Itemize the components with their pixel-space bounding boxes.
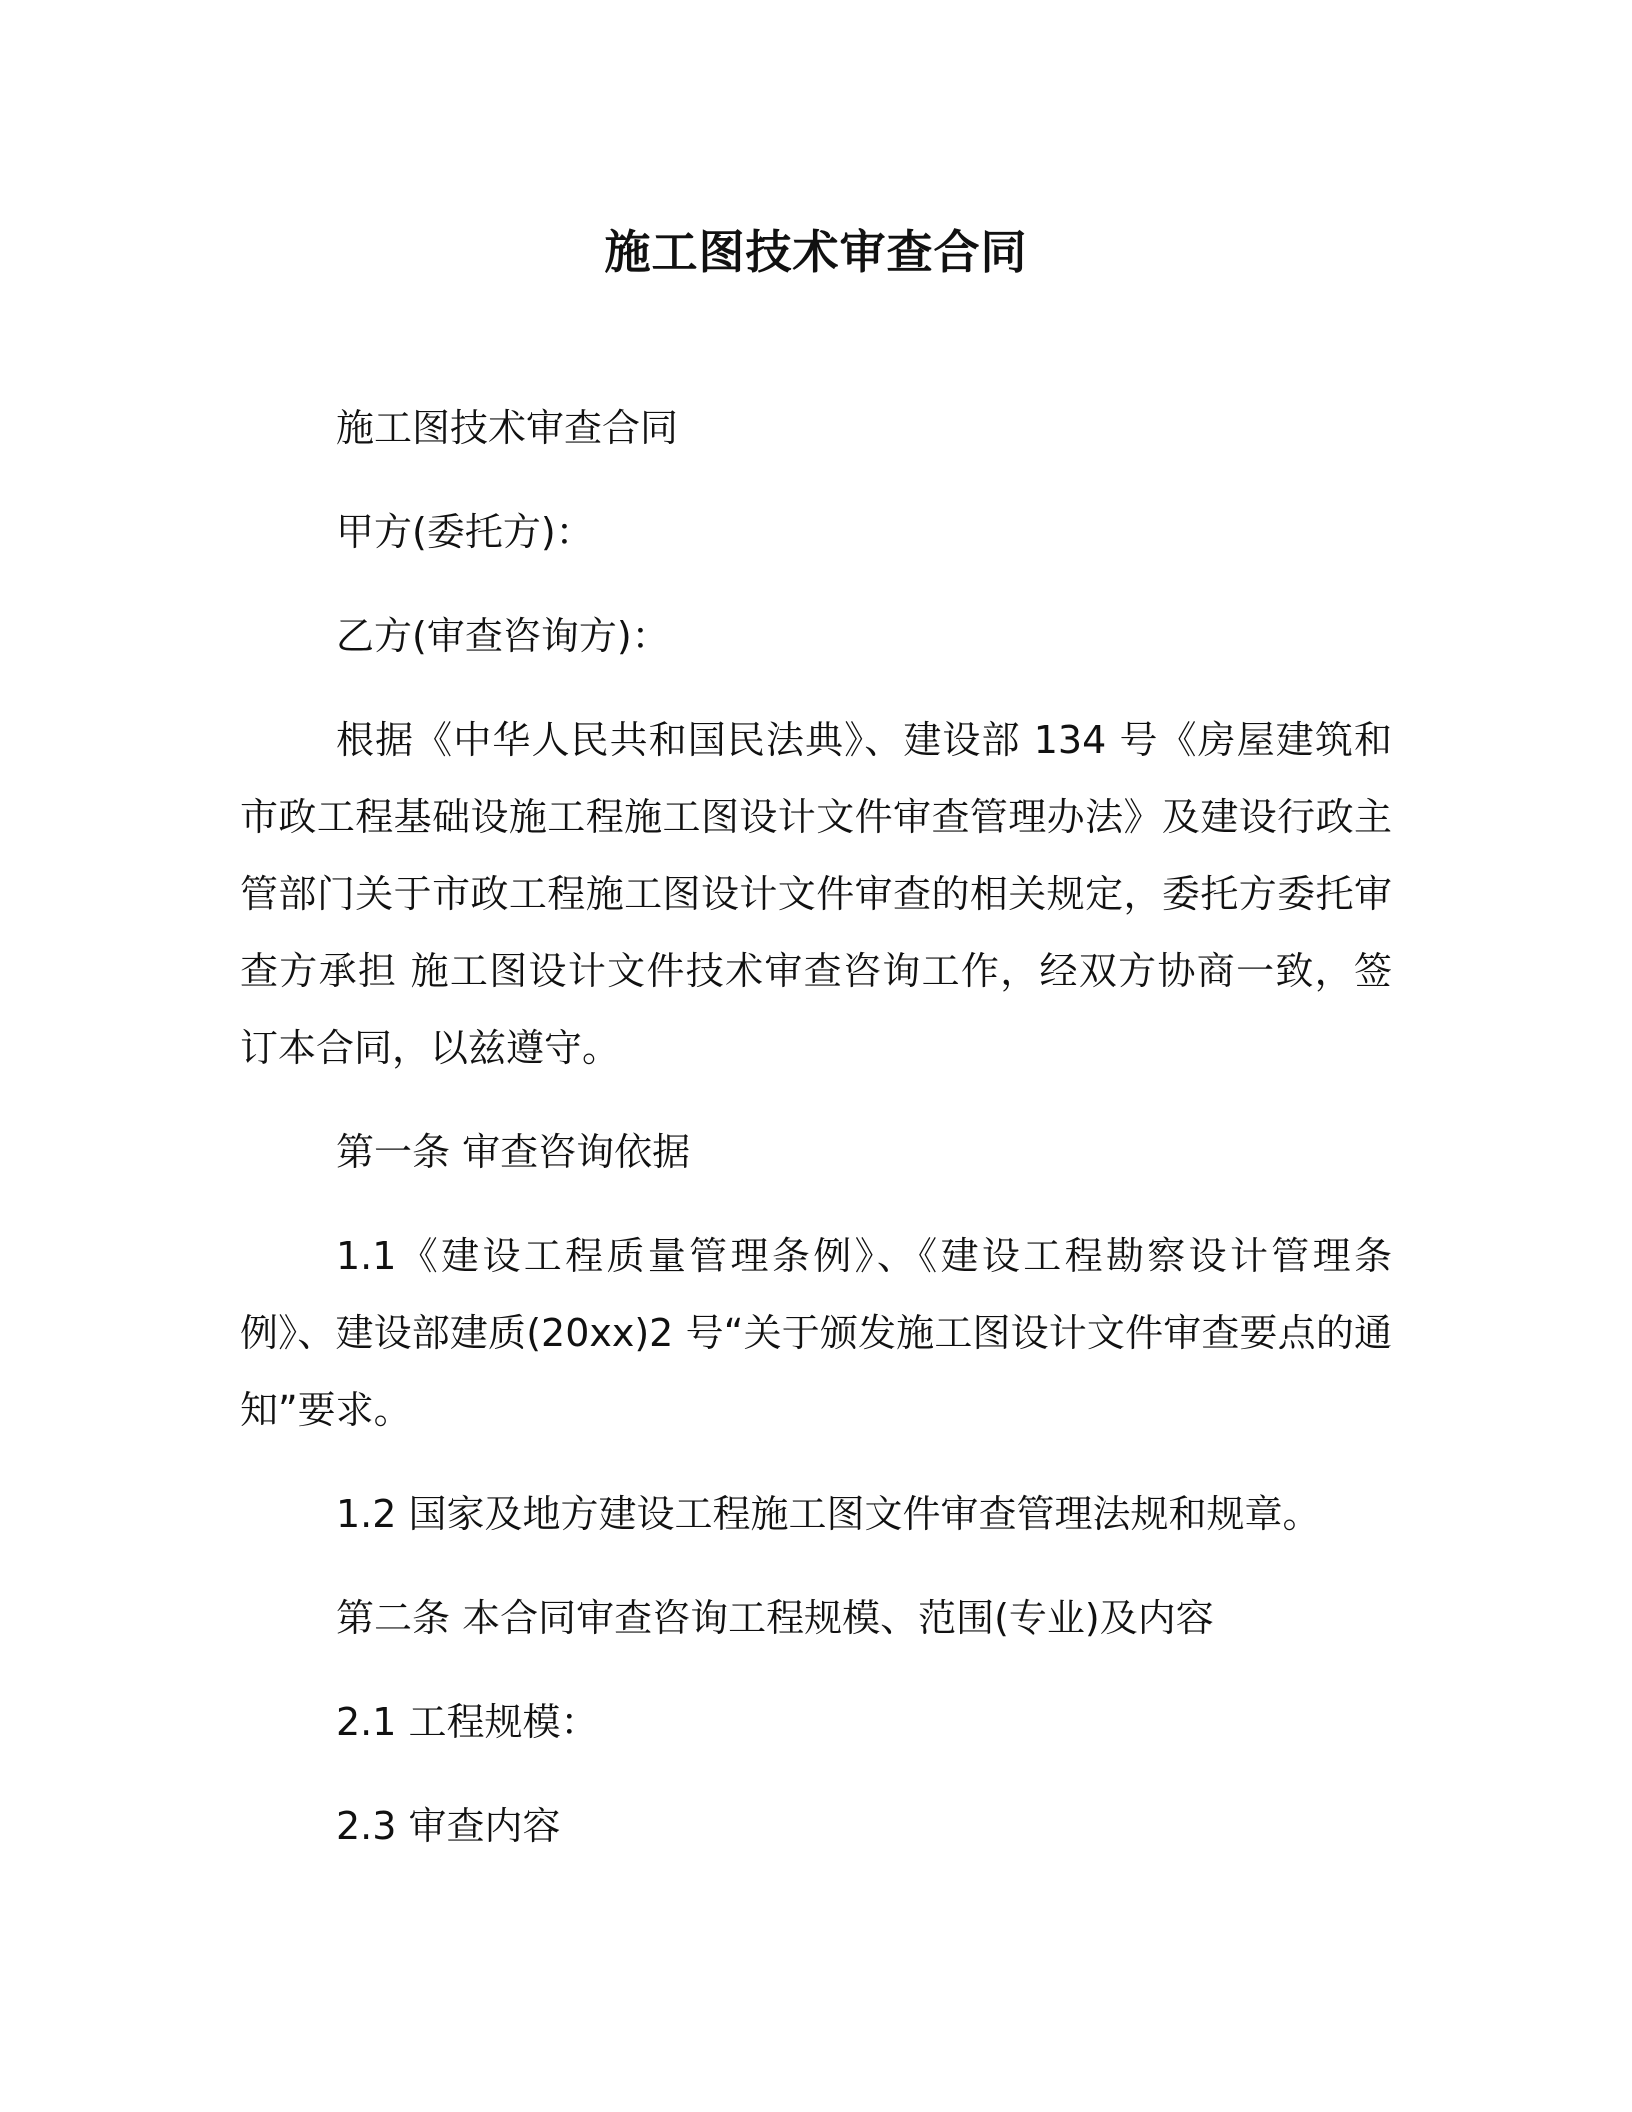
party-a-line: 甲方(委托方)： <box>336 510 594 554</box>
clause-2-3: 2.3 审查内容 <box>336 1804 561 1848</box>
clause-1-2: 1.2 国家及地方建设工程施工图文件审查管理法规和规章。 <box>336 1492 1321 1536</box>
preamble-paragraph: 根据《中华人民共和国民法典》、建设部 134 号《房屋建筑和市政工程基础设施工程施工图设计文件审查管理办法》及建设行政主管部门关于市政工程施工图设计文件审查的相关规定，委托方委托审查方承担 施工图设计文件技术审查咨询工作，经双方协商一致，签订本合同，以兹遵守。 <box>240 718 1392 1070</box>
clause-2-1: 2.1 工程规模： <box>336 1700 599 1744</box>
article-1-heading: 第一条 审查咨询依据 <box>336 1130 691 1174</box>
document-title: 施工图技术审查合同 <box>604 225 1028 279</box>
party-b-line: 乙方(审查咨询方)： <box>336 614 670 658</box>
article-2-heading: 第二条 本合同审查咨询工程规模、范围(专业)及内容 <box>336 1596 1214 1640</box>
subtitle-paragraph: 施工图技术审查合同 <box>336 406 679 450</box>
document-body <box>240 390 1392 1892</box>
clause-1-1: 1.1《建设工程质量管理条例》、《建设工程勘察设计管理条例》、建设部建质(20xx)2 号“关于颁发施工图设计文件审查要点的通知”要求。 <box>240 1234 1392 1432</box>
